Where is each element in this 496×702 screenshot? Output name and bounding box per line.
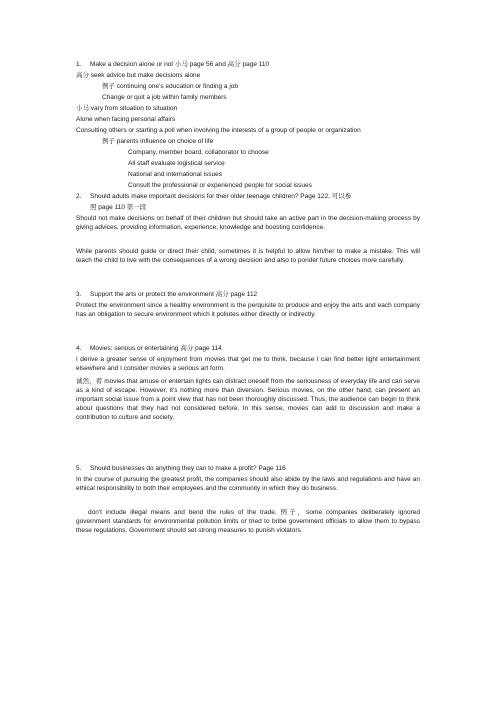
q3-paragraph-1: Protect the environment since a healthy environment is the perquisite to produce and enjoy the arts and each company has an obligation to secure environment which it pollutes either directly or indirectly. <box>76 302 420 318</box>
q5-title: Should businesses do anything they can to make a profit? Page 116 <box>90 465 286 472</box>
q4-title: Movies: serious or entertaining 高分 page 114 <box>90 345 222 352</box>
q1-line-9: All staff evaluate logistical service <box>128 160 225 167</box>
q2-number: 2. <box>76 193 82 200</box>
q5-heading <box>76 464 286 473</box>
q4-paragraph-2: 诚然，看 movies that amuse or entertain lights can distract oneself from the seriousness of everyday life and can serve as a kind of escape. However, it's nothing more than diversion. Serious movies, on the other hand, can present an important social issue from a point view that has not been thoroughly discussed. Thus, the audience can begin to think about questions that they had not considered before. In this sense, movies can add to discussion and make a contribution to culture and society. <box>76 378 420 421</box>
q1-line-1: 高分 seek advice but make decisions alone <box>76 72 201 79</box>
q3-title: Support the arts or protect the environment 高分 page 112 <box>90 291 258 298</box>
q3-number: 3. <box>76 291 82 298</box>
q1-line-6: Consulting others or starting a poll when involving the interests of a group of people or organization <box>76 127 361 134</box>
q2-paragraph-2: While parents should guide or direct their child, sometimes it is helpful to allow him/her to make a mistake. This will teach the child to live with the consequences of a wrong decision and also to ponder future choices more carefully. <box>76 248 420 264</box>
q1-title: Make a decision alone or not 小马 page 56 and 高分 page 110 <box>90 61 270 68</box>
q4-paragraph-1: I derive a greater sense of enjoyment from movies that get me to think, because I can find better light entertainment elsewhere and I consider movies a serious art form. <box>76 356 420 372</box>
q1-line-2: 例子 continuing one's education or finding a job <box>102 83 239 90</box>
q1-number: 1. <box>76 61 82 68</box>
q2-paragraph-1: Should not make decisions on behalf of their children but should take an active part in the decision-making process by giving advices, providing information, experience, knowledge and boosting confidence. <box>76 215 420 231</box>
q1-heading <box>76 60 269 69</box>
q1-line-4: 小马 vary from situation to situation <box>76 105 178 112</box>
q1-line-7: 例子 parents influence on choice of life <box>102 138 214 145</box>
q4-heading <box>76 344 222 353</box>
q1-line-8: Company, member board, collaborator to choose <box>128 149 269 156</box>
q1-line-5: Alone when facing personal affairs <box>76 116 176 123</box>
q4-number: 4. <box>76 345 82 352</box>
q3-heading <box>76 290 257 299</box>
q5-paragraph-1: In the course of pursuing the greatest profit, the companies should also abide by the laws and regulations and have an ethical responsibility to both their employees and the community in which they do business. <box>76 476 420 492</box>
q2-heading <box>76 192 351 201</box>
q5-paragraph-2: don't include illegal means and bend the rules of the trade. 例子，some companies deliberately ignored government standards for environmental pollution limits or tried to bribe government officials to allow them to bypass these regulations. Government should set strong measures to punish violators <box>76 509 420 534</box>
q5-number: 5. <box>76 465 82 472</box>
q2-title-cont: 照 page 110 第一段 <box>90 204 147 211</box>
q2-title: Should adults make important decisions for their older teenage children? Page 122, 可以参 <box>90 193 352 200</box>
q1-line-10: National and international issues <box>128 171 222 178</box>
q1-line-3: Change or quit a job within family members <box>102 94 227 101</box>
q1-line-11: Consult the professional or experienced people for social issues <box>128 182 312 189</box>
